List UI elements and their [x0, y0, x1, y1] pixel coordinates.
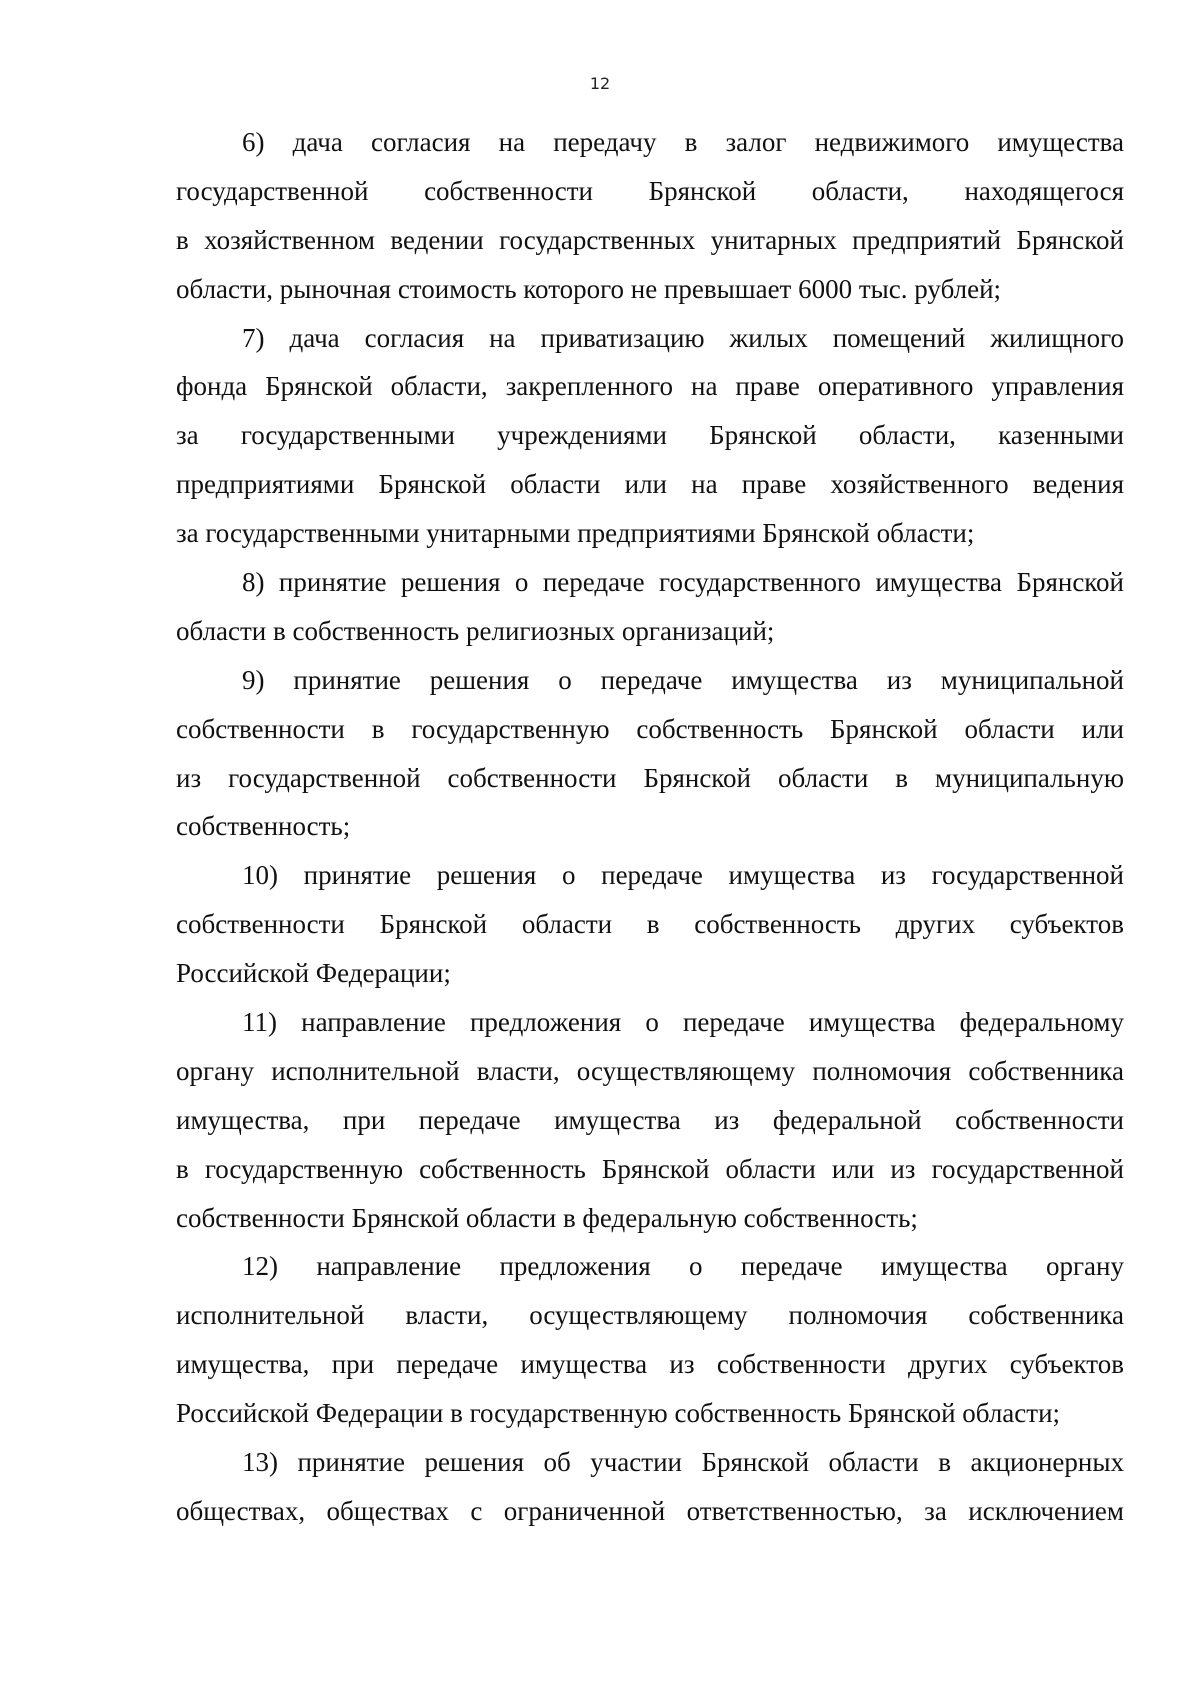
list-item-7 [176, 314, 1124, 558]
text-line: 7) дача согласия на приватизацию жилых помещений жилищного [242, 322, 1124, 353]
text-line: Российской Федерации; [176, 958, 451, 989]
text-line: за государственными учреждениями Брянской области, казенными [176, 420, 1124, 451]
text-line: 9) принятие решения о передаче имущества из муниципальной [242, 664, 1124, 695]
text-line: имущества, при передаче имущества из федеральной собственности [176, 1104, 1124, 1135]
text-line: предприятиями Брянской области или на праве хозяйственного ведения [176, 469, 1124, 500]
text-line: за государственными унитарными предприятиями Брянской области; [176, 518, 975, 549]
text-line: Российской Федерации в государственную собственность Брянской области; [176, 1398, 1061, 1429]
list-item-11 [176, 998, 1124, 1242]
text-line: собственность; [176, 811, 351, 842]
text-line: собственности Брянской области в федеральную собственность; [176, 1202, 918, 1233]
list-item-9 [176, 656, 1124, 852]
text-line: имущества, при передаче имущества из собственности других субъектов [176, 1349, 1124, 1380]
text-line: собственности в государственную собственность Брянской области или [176, 713, 1124, 744]
text-line: 10) принятие решения о передаче имущества из государственной [242, 860, 1124, 891]
list-item-8 [176, 558, 1124, 656]
list-item-10 [176, 851, 1124, 998]
text-line: 11) направление предложения о передаче имущества федеральному [242, 1007, 1124, 1038]
text-line: фонда Брянской области, закрепленного на праве оперативного управления [176, 371, 1124, 402]
text-line: 6) дача согласия на передачу в залог недвижимого имущества [242, 127, 1124, 157]
text-line: 13) принятие решения об участии Брянской области в акционерных [242, 1447, 1124, 1478]
text-line: 8) принятие решения о передаче государственного имущества Брянской [242, 567, 1124, 598]
text-line: области, рыночная стоимость которого не превышает 6000 тыс. рублей; [176, 273, 1002, 304]
text-line: в хозяйственном ведении государственных унитарных предприятий Брянской [176, 224, 1124, 255]
list-item-12 [176, 1242, 1124, 1438]
text-line: 12) направление предложения о передаче имущества органу [242, 1251, 1124, 1282]
page-number: 12 [589, 74, 611, 93]
text-line: органу исполнительной власти, осуществляющему полномочия собственника [176, 1055, 1124, 1086]
text-line: обществах, обществах с ограниченной ответственностью, за исключением [176, 1495, 1124, 1526]
text-line: из государственной собственности Брянской области в муниципальную [176, 762, 1124, 793]
text-line: исполнительной власти, осуществляющему полномочия собственника [176, 1300, 1124, 1331]
text-line: в государственную собственность Брянской области или из государственной [176, 1153, 1124, 1184]
text-line: собственности Брянской области в собственность других субъектов [176, 909, 1124, 940]
list-item-13 [176, 1438, 1124, 1536]
document-body [176, 118, 1124, 1536]
text-line: государственной собственности Брянской области, находящегося [176, 175, 1124, 206]
text-line: области в собственность религиозных организаций; [176, 615, 775, 646]
list-item-6 [176, 118, 1124, 314]
